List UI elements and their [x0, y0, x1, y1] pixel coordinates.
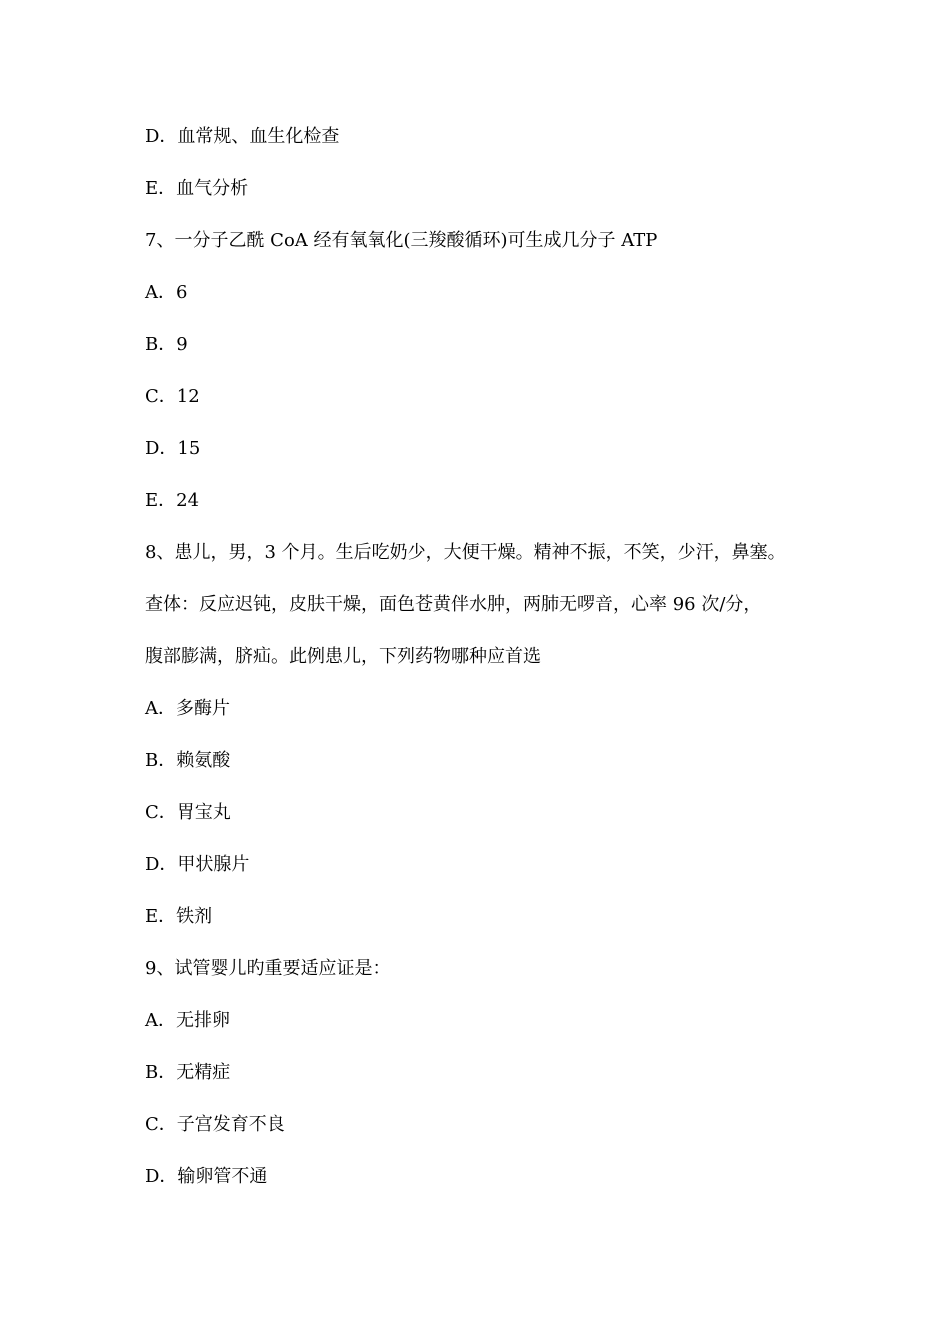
option-line: C．子宫发育不良	[145, 1114, 285, 1135]
option-line: E．铁剂	[145, 906, 213, 927]
option-line: C．12	[145, 386, 200, 407]
option-line: B．无精症	[145, 1062, 231, 1083]
document-body	[145, 122, 835, 1214]
question-line: 9、试管婴儿旳重要适应证是：	[145, 958, 391, 979]
option-line: D．输卵管不通	[145, 1166, 268, 1187]
question-line: 查体：反应迟钝，皮肤干燥，面色苍黄伴水肿，两肺无啰音，心率 96 次/分，	[145, 594, 762, 615]
question-line: 7、一分子乙酰 CoA 经有氧氧化(三羧酸循环)可生成几分子 ATP	[145, 230, 658, 251]
option-line: D．15	[145, 438, 201, 459]
option-line: C．胃宝丸	[145, 802, 231, 823]
option-line: A．多酶片	[145, 698, 230, 719]
option-line: A．无排卵	[145, 1010, 230, 1031]
question-line: 腹部膨满，脐疝。此例患儿，下列药物哪种应首选	[145, 646, 541, 667]
option-line: D．血常规、血生化检查	[145, 126, 340, 147]
question-line: 8、患儿，男，3 个月。生后吃奶少，大便干燥。精神不振，不笑，少汗，鼻塞。	[145, 542, 786, 563]
option-line: D．甲状腺片	[145, 854, 250, 875]
option-line: B．9	[145, 334, 188, 355]
option-line: E．血气分析	[145, 178, 249, 199]
option-line: E．24	[145, 490, 200, 511]
option-line: B．赖氨酸	[145, 750, 231, 771]
option-line: A．6	[145, 282, 188, 303]
